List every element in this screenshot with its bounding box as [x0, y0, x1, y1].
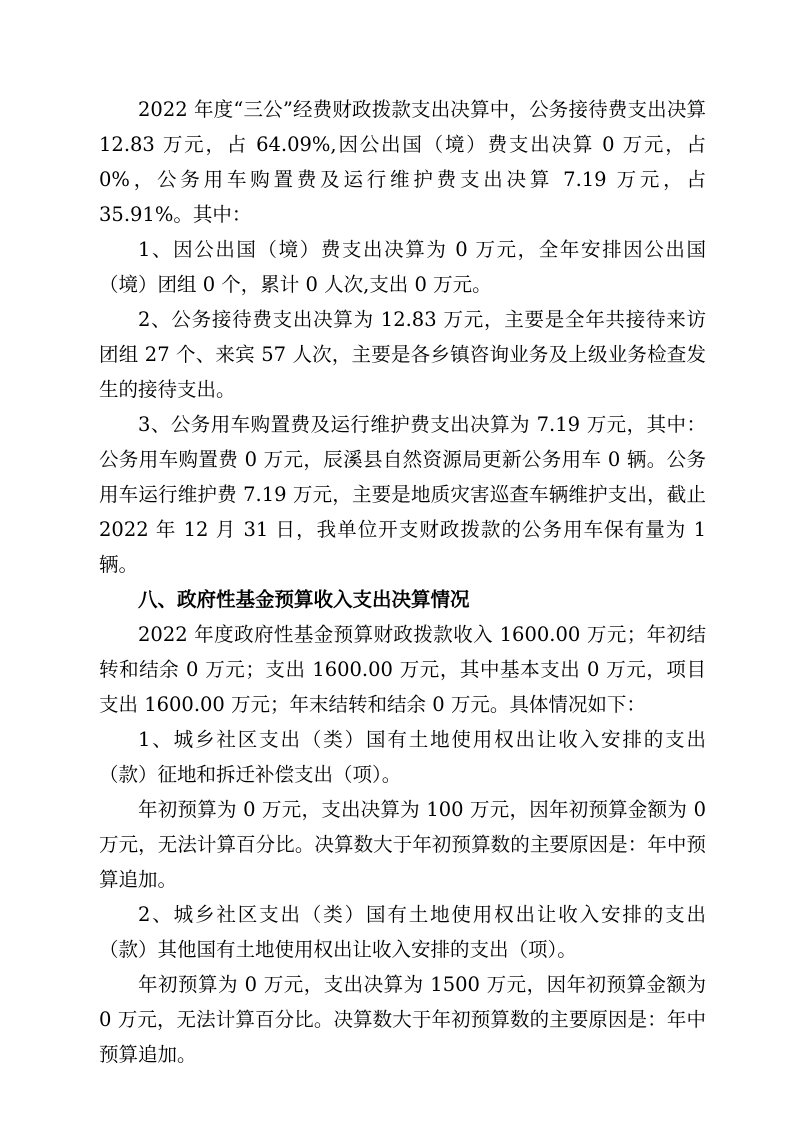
paragraph-urban-rural-item1-detail: 年初预算为 0 万元，支出决算为 100 万元，因年初预算金额为 0 万元，无法计算百分比。决算数大于年初预算数的主要原因是：年中预算追加。 [99, 798, 706, 891]
paragraph-official-vehicle-detail: 3、公务用车购置费及运行维护费支出决算为 7.19 万元，其中：公务用车购置费 0 万元，辰溪县自然资源局更新公务用车 0 辆。公务用车运行维护费 7.19 万元，主要是地质灾害巡查车辆维护支出，截止 2022 年 12 月 31 日，我单位开支财政拨款的公务用车保有量为 1 辆。 [99, 413, 706, 576]
paragraph-urban-rural-item1-title: 1、城乡社区支出（类）国有土地使用权出让收入安排的支出（款）征地和拆迁补偿支出（项）。 [99, 728, 706, 786]
section-heading-government-fund-budget: 八、政府性基金预算收入支出决算情况 [138, 588, 470, 611]
paragraph-urban-rural-item2-detail: 年初预算为 0 万元，支出决算为 1500 万元，因年初预算金额为 0 万元，无法计算百分比。决算数大于年初预算数的主要原因是：年中预算追加。 [99, 973, 706, 1066]
paragraph-three-public-expenses-summary: 2022 年度“三公”经费财政拨款支出决算中，公务接待费支出决算 12.83 万元，占 64.09%,因公出国（境）费支出决算 0 万元，占 0%，公务用车购置费及运行维护费支出决算 7.19 万元，占 35.91%。其中： [99, 98, 706, 226]
paragraph-government-fund-summary: 2022 年度政府性基金预算财政拨款收入 1600.00 万元；年初结转和结余 0 万元；支出 1600.00 万元，其中基本支出 0 万元，项目支出 1600.00 万元；年末结转和结余 0 万元。具体情况如下： [99, 623, 706, 716]
document-content [99, 92, 706, 1072]
paragraph-overseas-travel-detail: 1、因公出国（境）费支出决算为 0 万元，全年安排因公出国（境）团组 0 个，累计 0 人次,支出 0 万元。 [99, 238, 706, 296]
paragraph-official-reception-detail: 2、公务接待费支出决算为 12.83 万元，主要是全年共接待来访团组 27 个、来宾 57 人次，主要是各乡镇咨询业务及上级业务检查发生的接待支出。 [99, 308, 706, 401]
paragraph-urban-rural-item2-title: 2、城乡社区支出（类）国有土地使用权出让收入安排的支出（款）其他国有土地使用权出让收入安排的支出（项）。 [99, 903, 706, 961]
